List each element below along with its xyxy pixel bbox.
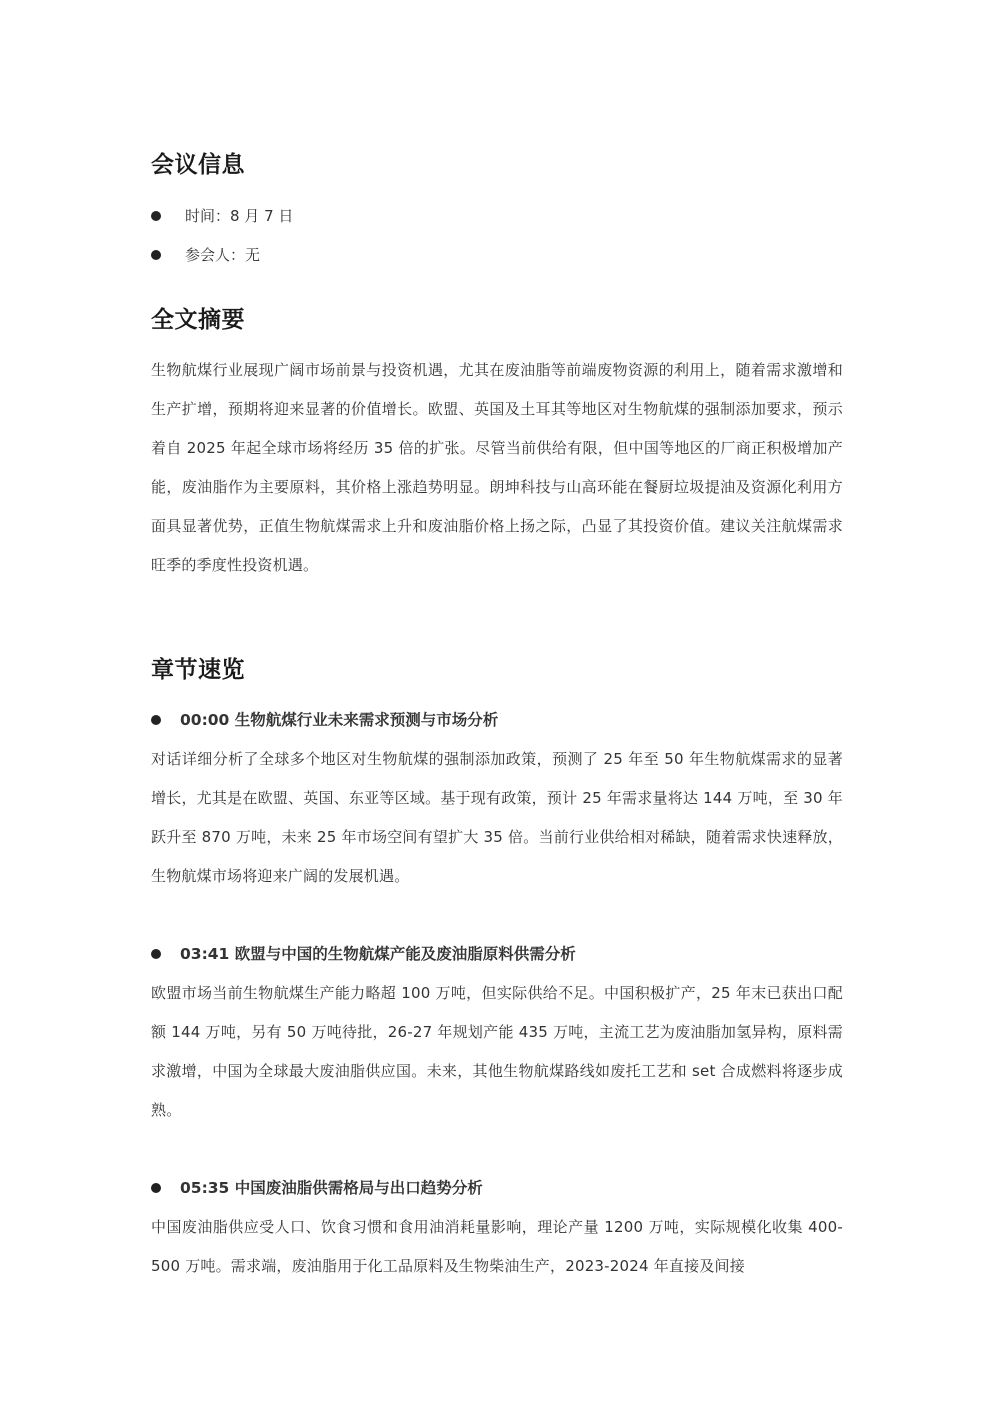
meeting-time-text: 时间：8 月 7 日 bbox=[185, 207, 294, 225]
meeting-attendees-text: 参会人：无 bbox=[185, 246, 261, 264]
meeting-attendees-label: 参会人 bbox=[185, 246, 231, 264]
chapter-time: 05:35 bbox=[180, 1179, 230, 1197]
chapter-title-text bbox=[180, 941, 576, 967]
meeting-time-label: 时间 bbox=[185, 207, 216, 225]
chapter-title-label: 中国废油脂供需格局与出口趋势分析 bbox=[234, 1179, 483, 1197]
meeting-info-heading: 会议信息 bbox=[151, 152, 245, 178]
meeting-attendees-value: 无 bbox=[245, 246, 261, 264]
meeting-time-value: 8 月 7 日 bbox=[230, 207, 294, 225]
bullet-icon bbox=[151, 949, 161, 959]
chapter-paragraph: 欧盟市场当前生物航煤生产能力略超 100 万吨，但实际供给不足。中国积极扩产，25 年末已获出口配额 144 万吨，另有 50 万吨待批，26-27 年规划产能 435 万吨，主流工艺为废油脂加氢异构，原料需求激增，中国为全球最大废油脂供应国。未来，其他生物航煤路线如废托工艺和 set 合成燃料将逐步成熟。 bbox=[151, 984, 843, 1119]
chapter-paragraph: 中国废油脂供应受人口、饮食习惯和食用油消耗量影响，理论产量 1200 万吨，实际规模化收集 400-500 万吨。需求端，废油脂用于化工品原料及生物柴油生产，2023-2024 年直接及间接 bbox=[151, 1218, 843, 1275]
bullet-icon bbox=[151, 211, 161, 221]
chapter-title-label: 生物航煤行业未来需求预测与市场分析 bbox=[234, 711, 499, 729]
chapter-time: 00:00 bbox=[180, 711, 230, 729]
chapter-title-label: 欧盟与中国的生物航煤产能及废油脂原料供需分析 bbox=[234, 945, 576, 963]
bullet-icon bbox=[151, 715, 161, 725]
document-page bbox=[151, 0, 843, 1403]
chapters-heading: 章节速览 bbox=[151, 657, 245, 683]
chapter-title-text bbox=[180, 707, 498, 733]
summary-heading: 全文摘要 bbox=[151, 307, 245, 333]
bullet-icon bbox=[151, 1183, 161, 1193]
chapter-title-text bbox=[180, 1175, 483, 1201]
chapter-time: 03:41 bbox=[180, 945, 230, 963]
chapter-paragraph: 对话详细分析了全球多个地区对生物航煤的强制添加政策，预测了 25 年至 50 年生物航煤需求的显著增长，尤其是在欧盟、英国、东亚等区域。基于现有政策，预计 25 年需求量将达 144 万吨，至 30 年跃升至 870 万吨，未来 25 年市场空间有望扩大 35 倍。当前行业供给相对稀缺，随着需求快速释放，生物航煤市场将迎来广阔的发展机遇。 bbox=[151, 750, 843, 885]
summary-paragraph: 生物航煤行业展现广阔市场前景与投资机遇，尤其在废油脂等前端废物资源的利用上，随着需求激增和生产扩增，预期将迎来显著的价值增长。欧盟、英国及土耳其等地区对生物航煤的强制添加要求，预示着自 2025 年起全球市场将经历 35 倍的扩张。尽管当前供给有限，但中国等地区的厂商正积极增加产能，废油脂作为主要原料，其价格上涨趋势明显。朗坤科技与山高环能在餐厨垃圾提油及资源化利用方面具显著优势，正值生物航煤需求上升和废油脂价格上扬之际，凸显了其投资价值。建议关注航煤需求旺季的季度性投资机遇。 bbox=[151, 361, 843, 574]
bullet-icon bbox=[151, 250, 161, 260]
